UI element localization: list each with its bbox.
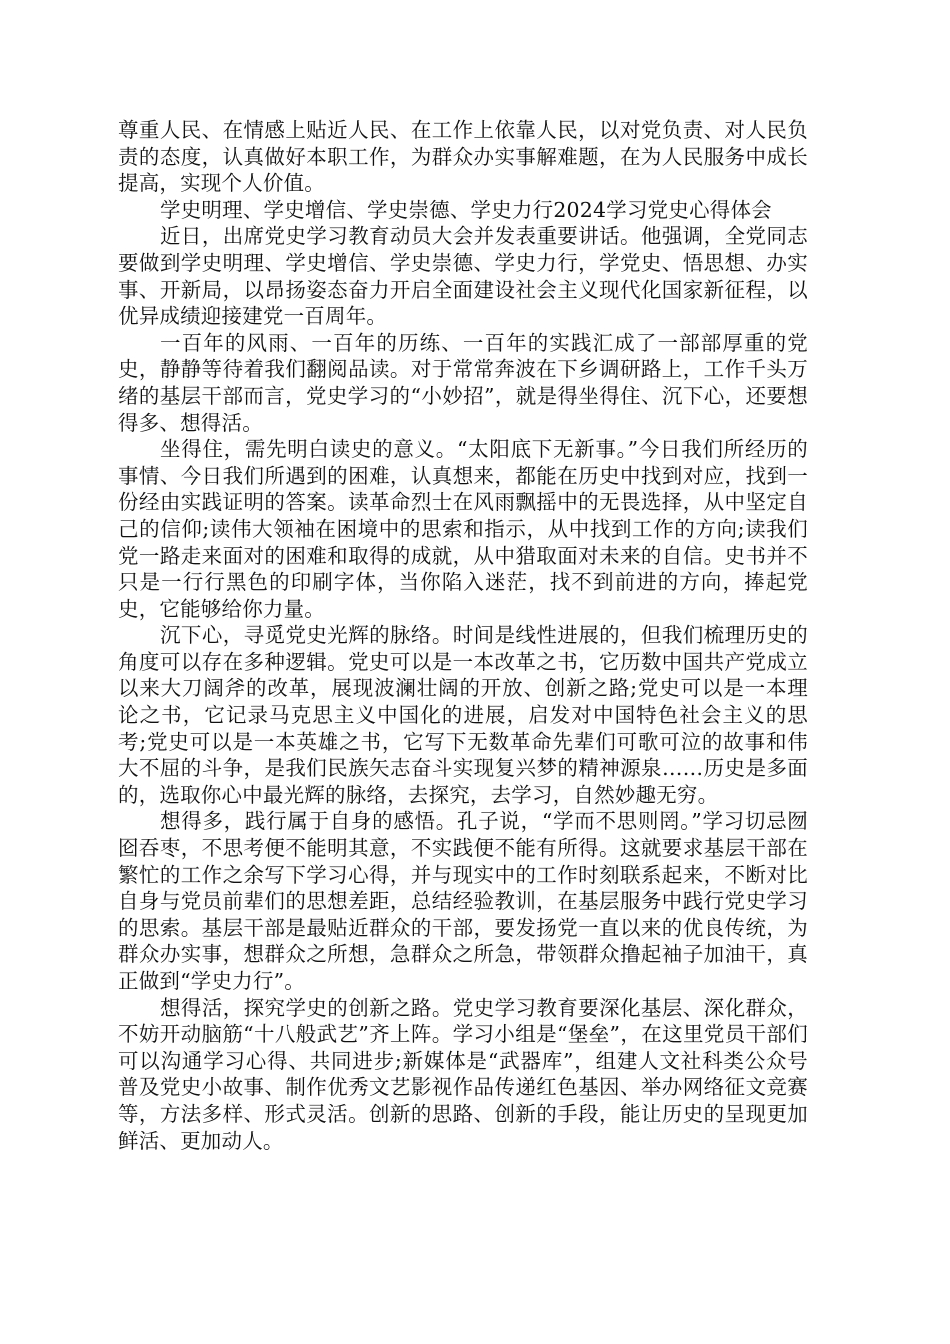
paragraph-intro: 近日，出席党史学习教育动员大会并发表重要讲话。他强调，全党同志要做到学史明理、学史增信、学史崇德、学史力行，学党史、悟思想、办实事、开新局，以昂扬姿态奋力开启全面建设社会主义现代化国家新征程，以优异成绩迎接建党一百周年。 xyxy=(118,224,808,329)
paragraph-sit-still: 坐得住，需先明白读史的意义。“太阳底下无新事。”今日我们所经历的事情、今日我们所遇到的困难，认真想来，都能在历史中找到对应，找到一份经由实践证明的答案。读革命烈士在风雨飘摇中的无畏选择，从中坚定自己的信仰;读伟大领袖在困境中的思索和指示，从中找到工作的方向;读我们党一路走来面对的困难和取得的成就，从中猎取面对未来的自信。史书并不只是一行行黑色的印刷字体，当你陷入迷茫，找不到前进的方向，捧起党史，它能够给你力量。 xyxy=(118,437,808,621)
paragraph-history: 一百年的风雨、一百年的历练、一百年的实践汇成了一部部厚重的党史，静静等待着我们翻阅品读。对于常常奔波在下乡调研路上，工作千头万绪的基层干部而言，党史学习的“小妙招”，就是得坐得住、沉下心，还要想得多、想得活。 xyxy=(118,330,808,435)
paragraph-continuation: 尊重人民、在情感上贴近人民、在工作上依靠人民，以对党负责、对人民负责的态度，认真做好本职工作，为群众办实事解难题，在为人民服务中成长提高，实现个人价值。 xyxy=(118,118,808,196)
document-body xyxy=(118,117,808,1154)
paragraph-calm-down: 沉下心，寻觅党史光辉的脉络。时间是线性进展的，但我们梳理历史的角度可以存在多种逻辑。党史可以是一本改革之书，它历数中国共产党成立以来大刀阔斧的改革，展现波澜壮阔的开放、创新之路;党史可以是一本理论之书，它记录马克思主义中国化的进展，启发对中国特色社会主义的思考;党史可以是一本英雄之书，它写下无数革命先辈们可歌可泣的故事和伟大不屈的斗争，是我们民族矢志奋斗实现复兴梦的精神源泉……历史是多面的，选取你心中最光辉的脉络，去探究，去学习，自然妙趣无穷。 xyxy=(118,623,808,807)
article-title: 学史明理、学史增信、学史崇德、学史力行2024学习党史心得体会 xyxy=(160,197,772,222)
paragraph-think-flexibly: 想得活，探究学史的创新之路。党史学习教育要深化基层、深化群众，不妨开动脑筋“十八般武艺”齐上阵。学习小组是“堡垒”，在这里党员干部们可以沟通学习心得、共同进步;新媒体是“武器库”，组建人文社科类公众号普及党史小故事、制作优秀文艺影视作品传递红色基因、举办网络征文竞赛等，方法多样、形式灵活。创新的思路、创新的手段，能让历史的呈现更加鲜活、更加动人。 xyxy=(118,995,808,1153)
paragraph-think-more: 想得多，践行属于自身的感悟。孔子说，“学而不思则罔。”学习切忌囫囵吞枣，不思考便不能明其意，不实践便不能有所得。这就要求基层干部在繁忙的工作之余写下学习心得，并与现实中的工作时刻联系起来，不断对比自身与党员前辈们的思想差距，总结经验教训，在基层服务中践行党史学习的思索。基层干部是最贴近群众的干部，要发扬党一直以来的优良传统，为群众办实事，想群众之所想，急群众之所急，带领群众撸起袖子加油干，真正做到“学史力行”。 xyxy=(118,809,808,993)
